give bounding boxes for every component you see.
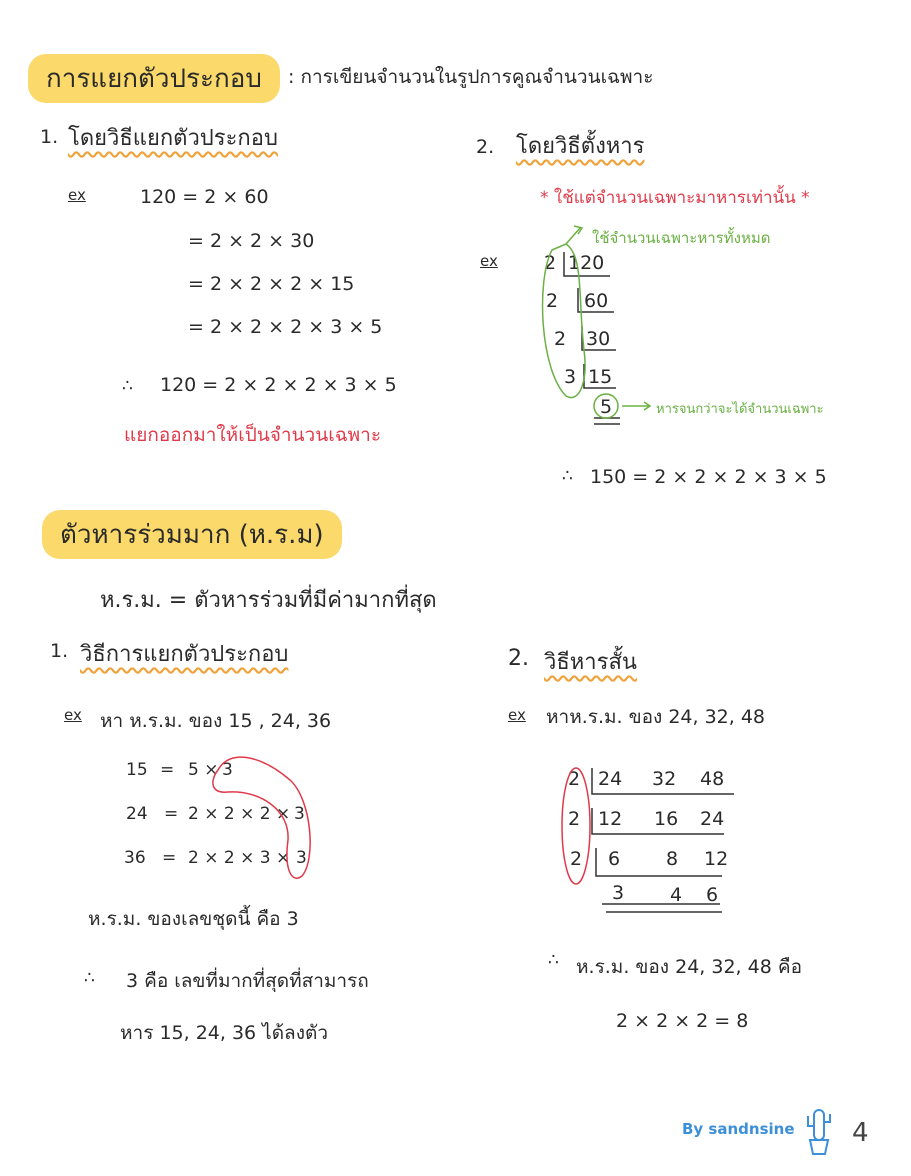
gcd-m2-cell: 6: [608, 848, 621, 870]
m1-line: 120 = 2 × 60: [140, 186, 269, 208]
m2-divisor: 2: [554, 328, 567, 350]
gcd-m1-heading: วิธีการแยกตัวประกอบ: [80, 642, 289, 667]
gcd-m2-cell: 16: [654, 808, 679, 830]
gcd-m1-ex-label: ex: [64, 706, 82, 724]
gcd-m2-conclusion: ห.ร.ม. ของ 24, 32, 48 คือ: [576, 956, 802, 978]
footer-credit: By sandnsine: [682, 1120, 795, 1138]
m1-therefore: ∴: [122, 376, 133, 396]
m1-note: แยกออกมาให้เป็นจำนวนเฉพาะ: [124, 424, 382, 446]
gcd-m2-result: 6: [706, 884, 719, 906]
m2-note-last: หารจนกว่าจะได้จำนวนเฉพาะ: [656, 402, 824, 417]
gcd-m1-task: หา ห.ร.ม. ของ 15 , 24, 36: [100, 710, 332, 732]
m2-conclusion: 150 = 2 × 2 × 2 × 3 × 5: [590, 466, 827, 488]
m2-dividend: 15: [588, 366, 613, 388]
gcd-row-eq: =: [160, 760, 175, 780]
gcd-m2-divisor: 2: [568, 808, 581, 830]
m1-ex-label: ex: [68, 186, 86, 204]
gcd-m1-because2: หาร 15, 24, 36 ได้ลงตัว: [120, 1022, 328, 1044]
m1-line: = 2 × 2 × 2 × 15: [188, 273, 355, 295]
m2-num: 2.: [476, 136, 495, 158]
m1-line: = 2 × 2 × 2 × 3 × 5: [188, 316, 383, 338]
m2-rule: * ใช้แต่จำนวนเฉพาะมาหารเท่านั้น *: [540, 188, 810, 208]
gcd-m2-cell: 12: [598, 808, 623, 830]
gcd-row-factors: 2 × 2 × 3 ×: [188, 848, 291, 868]
m2-divisor: 2: [544, 252, 557, 274]
gcd-m2-cell: 48: [700, 768, 725, 790]
m1-line: = 2 × 2 × 30: [188, 230, 315, 252]
m2-note-divisors: ใช้จำนวนเฉพาะหารทั้งหมด: [592, 229, 771, 247]
gcd-m1-because1: 3 คือ เลขที่มากที่สุดที่สามารถ: [126, 970, 369, 992]
m2-divisor: 3: [564, 366, 577, 388]
m2-dividend: 60: [584, 290, 609, 312]
gcd-m2-result: 4: [670, 884, 683, 906]
m1-num: 1.: [40, 126, 59, 148]
page-number: 4: [852, 1118, 869, 1148]
gcd-m2-cell: 24: [700, 808, 725, 830]
gcd-m2-heading: วิธีหารสั้น: [544, 650, 637, 675]
gcd-m2-cell: 24: [598, 768, 623, 790]
m2-dividend: 120: [568, 252, 605, 274]
gcd-m2-cell: 8: [666, 848, 679, 870]
gcd-m2-ex-label: ex: [508, 706, 526, 724]
section2-title: ตัวหารร่วมมาก (ห.ร.ม): [42, 510, 342, 559]
m2-heading: โดยวิธีตั้งหาร: [516, 134, 645, 159]
gcd-row-common: 3: [294, 804, 305, 824]
gcd-row-factors: 2 × 2 × 2 ×: [188, 804, 291, 824]
gcd-m2-num: 2.: [508, 646, 529, 671]
gcd-m2-calc: 2 × 2 × 2 = 8: [616, 1010, 749, 1032]
gcd-m1-therefore: ∴: [84, 968, 95, 988]
gcd-row-num: 15: [126, 760, 148, 780]
gcd-m2-cell: 32: [652, 768, 677, 790]
gcd-row-factors: 5 ×: [188, 760, 219, 780]
gcd-m2-therefore: ∴: [548, 950, 559, 970]
gcd-row-common: 3: [222, 760, 233, 780]
m2-last: 5: [600, 396, 613, 418]
gcd-m2-divisor: 2: [568, 768, 581, 790]
gcd-m2-cell: 12: [704, 848, 729, 870]
gcd-row-common: 3: [296, 848, 307, 868]
m2-therefore: ∴: [562, 466, 573, 486]
gcd-m1-num: 1.: [50, 640, 69, 662]
gcd-row-eq: =: [164, 804, 179, 824]
section2-definition: ห.ร.ม. = ตัวหารร่วมที่มีค่ามากที่สุด: [100, 588, 437, 613]
m2-divisor: 2: [546, 290, 559, 312]
gcd-m2-task: หาห.ร.ม. ของ 24, 32, 48: [546, 706, 766, 728]
m1-conclusion: 120 = 2 × 2 × 2 × 3 × 5: [160, 374, 397, 396]
gcd-row-num: 24: [126, 804, 148, 824]
m2-dividend: 30: [586, 328, 611, 350]
m1-heading: โดยวิธีแยกตัวประกอบ: [68, 126, 278, 151]
section1-title: การแยกตัวประกอบ: [28, 54, 280, 103]
m2-ex-label: ex: [480, 252, 498, 270]
gcd-row-eq: =: [162, 848, 177, 868]
gcd-m2-result: 3: [612, 882, 625, 904]
gcd-m1-answer: ห.ร.ม. ของเลขชุดนี้ คือ 3: [88, 908, 299, 930]
gcd-row-num: 36: [124, 848, 146, 868]
section1-definition: : การเขียนจำนวนในรูปการคูณจำนวนเฉพาะ: [288, 66, 654, 88]
gcd-m2-divisor: 2: [570, 848, 583, 870]
